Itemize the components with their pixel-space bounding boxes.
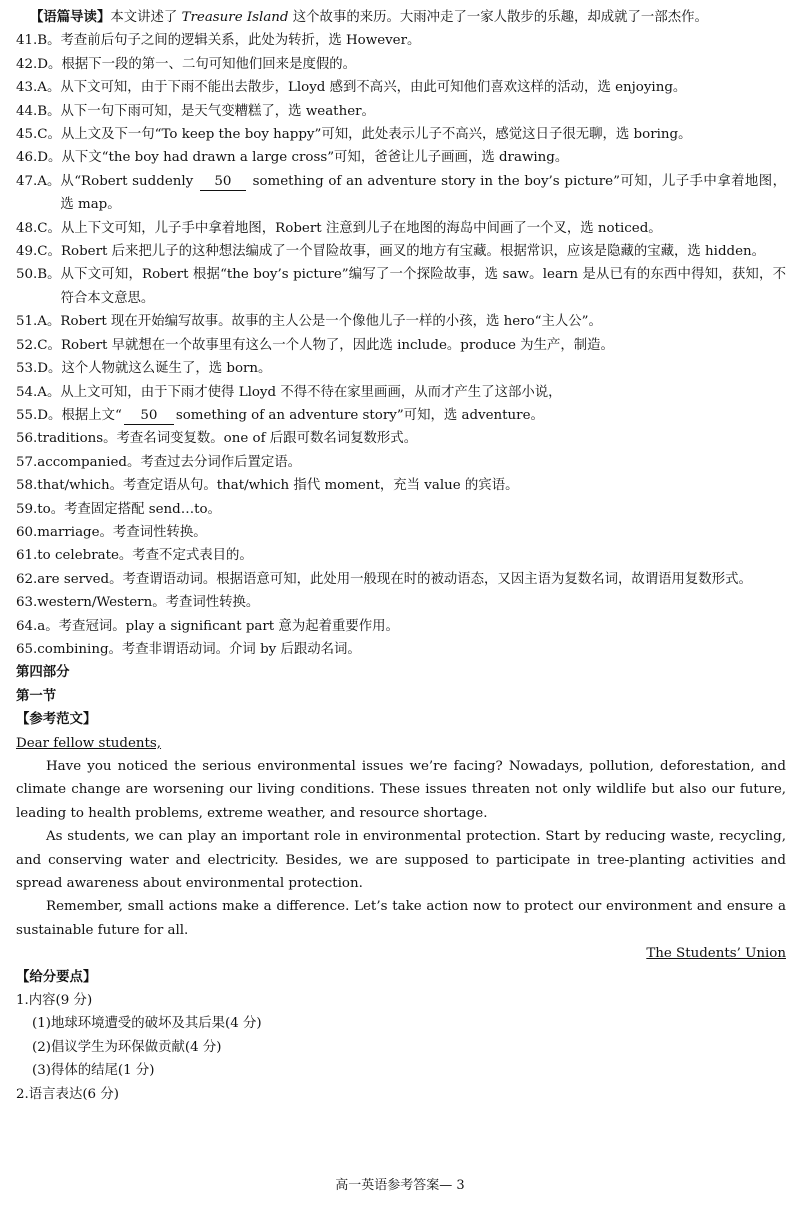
answer-item bbox=[16, 263, 786, 310]
answer-item bbox=[16, 76, 786, 99]
answer-explanation: to。考查固定搭配 send…to。 bbox=[37, 501, 221, 517]
signature-text: The Students’ Union bbox=[646, 946, 786, 962]
answer-number: 62. bbox=[16, 571, 38, 587]
answer-item bbox=[16, 334, 786, 357]
answer-number: 55.D。 bbox=[16, 407, 62, 423]
answer-number: 53.D。 bbox=[16, 361, 62, 377]
answer-explanation: a。考查冠词。play a significant part 意为起着重要作用。 bbox=[37, 618, 399, 634]
explanation-part: something of an adventure story in the boy’s picture”可知，儿子手中拿着地图，选 map。 bbox=[60, 173, 786, 213]
answer-explanation: Robert 后来把儿子的这种想法编成了一个冒险故事，画叉的地方有宝藏。根据常识，应该是隐藏的宝藏，选 hidden。 bbox=[60, 244, 766, 260]
guide-text-before: 本文讲述了 bbox=[110, 10, 182, 25]
answer-number: 52.C。 bbox=[16, 337, 61, 353]
answer-explanation: 从下文可知，Robert 根据“the boy’s picture”编写了一个探险故事，选 saw。learn 是从已有的东西中得知，获知，不符合本文意思。 bbox=[60, 267, 786, 306]
answer-explanation: traditions。考查名词变复数。one of 后跟可数名词复数形式。 bbox=[37, 431, 418, 447]
answer-number: 54.A。 bbox=[16, 384, 61, 400]
guide-book-title: Treasure Island bbox=[181, 10, 289, 25]
answer-item bbox=[16, 381, 786, 404]
answer-number: 60. bbox=[16, 524, 38, 540]
answer-explanation: Robert 早就想在一个故事里有这么一个人物了，因此选 include。produce 为生产，制造。 bbox=[60, 337, 614, 353]
answer-item bbox=[16, 170, 786, 217]
answer-item bbox=[16, 568, 786, 591]
answer-item bbox=[16, 404, 786, 427]
answer-number: 41.B。 bbox=[16, 33, 61, 49]
guide-text-after: 这个故事的来历。大雨冲走了一家人散步的乐趣，却成就了一部杰作。 bbox=[288, 10, 708, 25]
answer-item bbox=[16, 146, 786, 169]
answer-explanation: western/Western。考查词性转换。 bbox=[37, 595, 260, 611]
scoring-item: (1)地球环境遭受的破坏及其后果(4 分) bbox=[32, 1016, 262, 1032]
scoring-item: (3)得体的结尾(1 分) bbox=[32, 1063, 155, 1079]
answer-page bbox=[16, 6, 786, 1106]
answer-number: 59. bbox=[16, 501, 38, 517]
answer-number: 64. bbox=[16, 618, 38, 634]
reading-guide bbox=[16, 6, 786, 29]
answer-explanation: 这个人物就这么诞生了，选 born。 bbox=[61, 361, 272, 377]
answer-explanation bbox=[61, 404, 786, 427]
answer-explanation: accompanied。考查过去分词作后置定语。 bbox=[37, 454, 302, 470]
answer-item bbox=[16, 451, 786, 474]
scoring-item: (2)倡议学生为环保做贡献(4 分) bbox=[32, 1039, 222, 1055]
essay-paragraph: Have you noticed the serious environmental issues we’re facing? Nowadays, pollution, deforestation, and climate change are worsening our living conditions. These issues threaten not only wildlife but also our future, leading to health problems, extreme weather, and resource shortage. bbox=[16, 759, 786, 821]
answer-item bbox=[16, 544, 786, 567]
answer-explanation: 从上下文可知，儿子手中拿着地图，Robert 注意到儿子在地图的海岛中间画了一个叉，选 noticed。 bbox=[60, 220, 662, 236]
answer-explanation: marriage。考查词性转换。 bbox=[37, 524, 207, 540]
answer-item bbox=[16, 217, 786, 240]
answer-number: 46.D。 bbox=[16, 150, 62, 166]
answer-item bbox=[16, 615, 786, 638]
answer-number: 43.A。 bbox=[16, 80, 61, 96]
answer-number: 63. bbox=[16, 595, 38, 611]
answer-number: 57. bbox=[16, 454, 38, 470]
explanation-part: 根据上文“ bbox=[61, 407, 122, 423]
answer-item bbox=[16, 357, 786, 380]
sample-essay bbox=[16, 732, 786, 966]
answer-item bbox=[16, 474, 786, 497]
letter-signature bbox=[16, 942, 786, 965]
answer-item bbox=[16, 498, 786, 521]
answer-explanation: Robert 现在开始编写故事。故事的主人公是一个像他儿子一样的小孩，选 hero“主人公”。 bbox=[60, 314, 602, 330]
answer-number: 44.B。 bbox=[16, 103, 61, 119]
explanation-part: something of an adventure story”可知，选 adventure。 bbox=[175, 407, 544, 423]
answer-explanation: 根据下一段的第一、二句可知他们回来是度假的。 bbox=[61, 56, 357, 72]
answer-explanation: are served。考查谓语动词。根据语意可知，此处用一般现在时的被动语态，又因主语为复数名词，故谓语用复数形式。 bbox=[37, 571, 752, 587]
answer-item bbox=[16, 123, 786, 146]
answer-item bbox=[16, 100, 786, 123]
scoring-tag: 【给分要点】 bbox=[16, 968, 97, 985]
sample-essay-tag: 【参考范文】 bbox=[16, 711, 97, 728]
answer-explanation: 从上文及下一句“To keep the boy happy”可知，此处表示儿子不高兴，感觉这日子很无聊，选 boring。 bbox=[60, 127, 692, 143]
answer-number: 48.C。 bbox=[16, 220, 61, 236]
page-footer: 高一英语参考答案— 3 bbox=[335, 1178, 465, 1193]
answer-explanation: 考查前后句子之间的逻辑关系，此处为转折，选 However。 bbox=[60, 33, 421, 49]
section-heading: 第一节 bbox=[16, 687, 57, 704]
scoring-content: 1.内容(9 分) bbox=[16, 993, 93, 1009]
answer-item bbox=[16, 240, 786, 263]
answer-item bbox=[16, 53, 786, 76]
answer-item bbox=[16, 427, 786, 450]
answer-number: 65. bbox=[16, 641, 38, 657]
explanation-part: 从“Robert suddenly bbox=[60, 173, 198, 189]
answer-explanation: 从下文“the boy had drawn a large cross”可知，爸爸让儿子画画，选 drawing。 bbox=[61, 150, 569, 166]
answer-explanation: 从上文可知，由于下雨才使得 Lloyd 不得不待在家里画画，从而才产生了这部小说， bbox=[60, 384, 562, 400]
part-heading: 第四部分 bbox=[16, 664, 70, 681]
answer-item bbox=[16, 638, 786, 661]
scoring-points bbox=[16, 989, 786, 1106]
scoring-language: 2.语言表达(6 分) bbox=[16, 1086, 119, 1102]
essay-paragraph: Remember, small actions make a difference. Let’s take action now to protect our environment and ensure a sustainable future for all. bbox=[16, 899, 786, 938]
answer-list bbox=[16, 29, 786, 661]
answer-explanation: combining。考查非谓语动词。介词 by 后跟动名词。 bbox=[37, 641, 361, 657]
blank-number: 50 bbox=[200, 173, 246, 191]
answer-number: 47.A。 bbox=[16, 173, 61, 189]
answer-number: 58. bbox=[16, 478, 38, 494]
answer-number: 49.C。 bbox=[16, 244, 61, 260]
answer-explanation: to celebrate。考查不定式表目的。 bbox=[37, 548, 253, 564]
answer-item bbox=[16, 591, 786, 614]
answer-explanation: that/which。考查定语从句。that/which 指代 moment，充当 value 的宾语。 bbox=[37, 478, 519, 494]
guide-tag: 【语篇导读】 bbox=[30, 9, 111, 25]
answer-explanation: 从下文可知，由于下雨不能出去散步，Lloyd 感到不高兴，由此可知他们喜欢这样的活动，选 enjoying。 bbox=[60, 80, 687, 96]
answer-explanation: 从下一句下雨可知，是天气变糟糕了，选 weather。 bbox=[60, 103, 375, 119]
answer-item bbox=[16, 310, 786, 333]
blank-number: 50 bbox=[124, 407, 174, 425]
answer-number: 50.B。 bbox=[16, 267, 61, 283]
answer-number: 45.C。 bbox=[16, 127, 61, 143]
answer-item bbox=[16, 521, 786, 544]
answer-number: 61. bbox=[16, 548, 38, 564]
essay-paragraph: As students, we can play an important role in environmental protection. Start by reducing waste, recycling, and conserving water and electricity. Besides, we are supposed to participate in tree-planting activities and spread awareness about environmental protection. bbox=[16, 829, 786, 892]
answer-number: 56. bbox=[16, 431, 38, 447]
answer-number: 42.D。 bbox=[16, 56, 62, 72]
letter-greeting: Dear fellow students, bbox=[16, 735, 162, 751]
answer-item bbox=[16, 29, 786, 52]
answer-number: 51.A。 bbox=[16, 314, 61, 330]
answer-explanation bbox=[60, 170, 786, 217]
